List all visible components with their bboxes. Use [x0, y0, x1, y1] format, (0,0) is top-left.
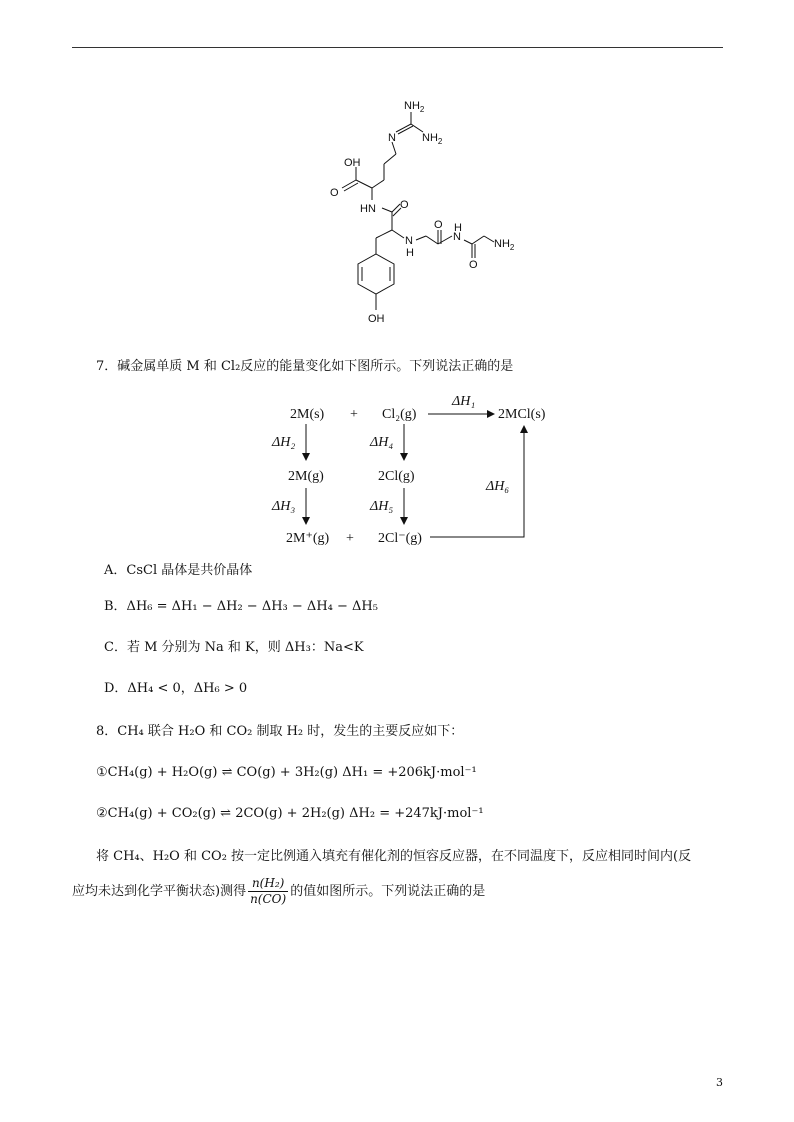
oh-acid-label: OH — [344, 157, 361, 169]
oh-phenol-label: OH — [368, 313, 385, 325]
q7-option-c[interactable]: C．若 M 分别为 Na 和 K，则 ΔH₃：Na<K — [104, 640, 364, 655]
n-imine-label: N — [388, 132, 396, 144]
o-amide3-label: O — [469, 259, 478, 271]
q7-option-d[interactable]: D．ΔH₄ < 0，ΔH₆ > 0 — [104, 681, 248, 696]
page-number: 3 — [716, 1076, 723, 1089]
peptide-structure — [300, 92, 530, 347]
dh2-label: ΔH₂ — [272, 435, 296, 450]
n-amide2-label: N — [405, 235, 413, 247]
q7-option-a[interactable]: A．CsCl 晶体是共价晶体 — [104, 563, 253, 578]
m-s-label: 2M(s) — [290, 407, 325, 422]
cl2-g-label: Cl₂(g) — [382, 407, 417, 422]
o-amide2-label: O — [434, 219, 443, 231]
h-amide2-label: H — [406, 247, 414, 259]
hn-amide-label: HN — [360, 203, 376, 215]
dh5-label: ΔH₅ — [370, 499, 394, 514]
q8-reaction-1: ①CH₄(g) + H₂O(g) ⇌ CO(g) + 3H₂(g) ΔH₁ = +206kJ·mol⁻¹ — [96, 765, 477, 780]
cl-ion-label: 2Cl⁻(g) — [378, 531, 422, 546]
q8-para2-pre: 应均未达到化学平衡状态)测得 — [72, 884, 247, 899]
q8-paragraph-line1: 将 CH₄、H₂O 和 CO₂ 按一定比例通入填充有催化剂的恒容反应器，在不同温度下，反应相同时间内(反 — [96, 849, 692, 864]
born-haber-cycle — [262, 388, 562, 553]
q8-stem: 8．CH₄ 联合 H₂O 和 CO₂ 制取 H₂ 时，发生的主要反应如下： — [96, 724, 464, 739]
h-amide3-label: H — [454, 222, 462, 234]
q8-para2-post: 的值如图所示。下列说法正确的是 — [290, 884, 486, 899]
header-rule — [72, 47, 723, 48]
arrow-dh6 — [430, 426, 524, 537]
q7-stem: 7．碱金属单质 M 和 Cl₂反应的能量变化如下图所示。下列说法正确的是 — [96, 359, 514, 374]
q8-reaction-2: ②CH₄(g) + CO₂(g) ⇌ 2CO(g) + 2H₂(g) ΔH₂ = +247kJ·mol⁻¹ — [96, 806, 484, 821]
nh2-top-label: $NH_2$ — [404, 100, 425, 114]
o-amide1-label: O — [400, 199, 409, 211]
o-acid-label: O — [330, 187, 339, 199]
nh2-end-label: $NH_2$ — [494, 238, 515, 252]
mcl-s-label: 2MCl(s) — [498, 407, 546, 422]
n-amide3-label: N — [453, 231, 461, 243]
ratio-numerator: n(H₂) — [248, 876, 288, 892]
dh4-label: ΔH₄ — [370, 435, 394, 450]
m-g-label: 2M(g) — [288, 469, 324, 484]
nh2-right-label: $NH_2$ — [422, 132, 443, 146]
dh6-label: ΔH₆ — [486, 479, 510, 494]
cl-g-label: 2Cl(g) — [378, 469, 415, 484]
m-ion-label: 2M⁺(g) — [286, 531, 330, 546]
ratio-fraction — [248, 876, 288, 907]
ratio-denominator: n(CO) — [250, 892, 287, 906]
dh3-label: ΔH₃ — [272, 499, 296, 514]
plus-bottom: + — [346, 531, 354, 546]
dh1-label: ΔH₁ — [452, 394, 476, 409]
q8-paragraph-line2 — [72, 876, 732, 907]
plus-top: + — [350, 407, 358, 422]
q7-option-b[interactable]: B．ΔH₆ = ΔH₁ − ΔH₂ − ΔH₃ − ΔH₄ − ΔH₅ — [104, 599, 378, 614]
